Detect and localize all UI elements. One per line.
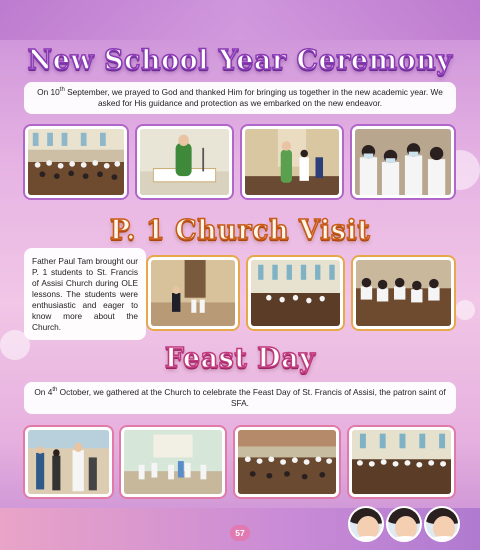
photo-ceremony-students-praying [352, 126, 454, 198]
photo-feast-students-seated [349, 427, 454, 497]
photo-visit-kneeling [148, 257, 238, 329]
section-text-church-visit: Father Paul Tam brought our P. 1 students to St. Francis of Assisi Church during OLE lessons. The students were enthusiastic and eager to know more about the Church. [24, 248, 146, 340]
section-text-ceremony: On 10th September, we prayed to God and thanked Him for bringing us together in the new academic year. We asked for His guidance and protection as we embarked on the new endeavor. [24, 82, 456, 114]
photo-ceremony-assembly [25, 126, 127, 198]
photo-visit-pews [248, 257, 343, 329]
photo-feast-congregation [235, 427, 339, 497]
section-text-feast-day: On 4th October, we gathered at the Church to celebrate the Feast Day of St. Francis of Assisi, the patron saint of SFA. [24, 382, 456, 414]
top-decorative-bar [0, 0, 480, 40]
sparkle-decoration [455, 300, 475, 320]
photo-ceremony-priest-altar [137, 126, 232, 198]
photo-ceremony-blessing [242, 126, 342, 198]
student-avatar [348, 506, 384, 542]
section-title-church-visit: P. 1 Church Visit [109, 215, 371, 246]
section-title-feast-day: Feast Day [164, 343, 316, 374]
section-title-ceremony: New School Year Ceremony [27, 45, 453, 76]
student-avatar [386, 506, 422, 542]
page-number: 57 [230, 525, 250, 541]
photo-feast-procession [25, 427, 112, 497]
photo-feast-altar-ceremony [121, 427, 225, 497]
photo-visit-students-seated [353, 257, 454, 329]
student-avatar [424, 506, 460, 542]
